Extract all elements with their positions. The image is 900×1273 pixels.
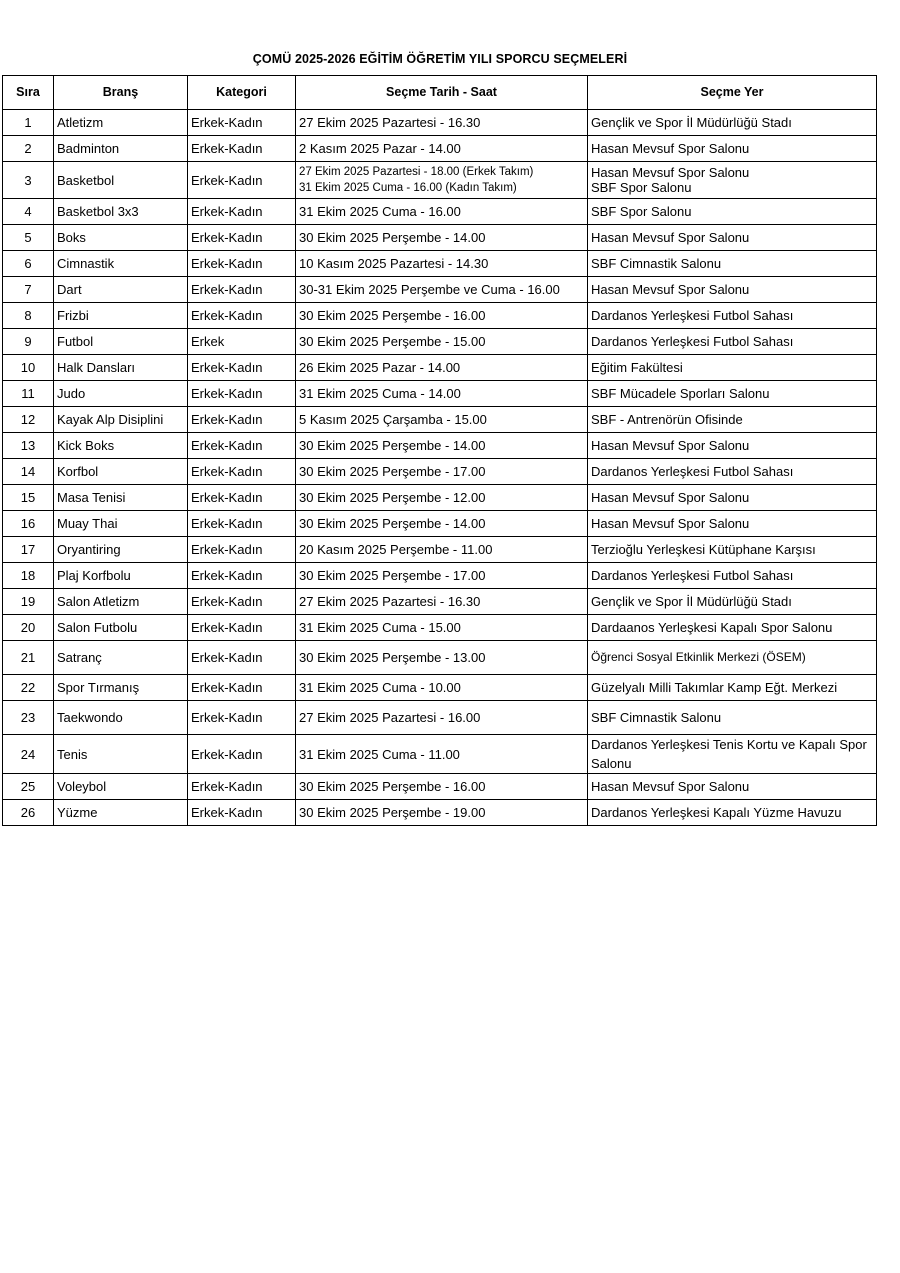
cell-brans: Taekwondo bbox=[54, 701, 188, 735]
cell-tarih: 2 Kasım 2025 Pazar - 14.00 bbox=[296, 136, 588, 162]
cell-yer: Dardanos Yerleşkesi Kapalı Yüzme Havuzu bbox=[588, 800, 877, 826]
table-body bbox=[3, 110, 877, 826]
header-sira: Sıra bbox=[3, 76, 54, 110]
cell-kategori: Erkek-Kadın bbox=[188, 800, 296, 826]
cell-sira: 4 bbox=[3, 199, 54, 225]
cell-tarih: 27 Ekim 2025 Pazartesi - 16.30 bbox=[296, 589, 588, 615]
cell-kategori: Erkek-Kadın bbox=[188, 641, 296, 675]
cell-yer: SBF Cimnastik Salonu bbox=[588, 701, 877, 735]
cell-tarih: 30 Ekim 2025 Perşembe - 12.00 bbox=[296, 485, 588, 511]
table-row bbox=[3, 615, 877, 641]
table-row bbox=[3, 563, 877, 589]
table-row bbox=[3, 774, 877, 800]
cell-sira: 1 bbox=[3, 110, 54, 136]
cell-yer: SBF Cimnastik Salonu bbox=[588, 251, 877, 277]
table-row bbox=[3, 136, 877, 162]
cell-yer: Terzioğlu Yerleşkesi Kütüphane Karşısı bbox=[588, 537, 877, 563]
cell-yer: Eğitim Fakültesi bbox=[588, 355, 877, 381]
cell-sira: 26 bbox=[3, 800, 54, 826]
cell-sira: 16 bbox=[3, 511, 54, 537]
cell-sira: 11 bbox=[3, 381, 54, 407]
cell-tarih: 31 Ekim 2025 Cuma - 16.00 bbox=[296, 199, 588, 225]
cell-yer: Güzelyalı Milli Takımlar Kamp Eğt. Merkezi bbox=[588, 675, 877, 701]
cell-sira: 20 bbox=[3, 615, 54, 641]
cell-sira: 21 bbox=[3, 641, 54, 675]
cell-kategori: Erkek-Kadın bbox=[188, 459, 296, 485]
cell-yer: Dardanos Yerleşkesi Futbol Sahası bbox=[588, 303, 877, 329]
cell-sira: 25 bbox=[3, 774, 54, 800]
cell-brans: Yüzme bbox=[54, 800, 188, 826]
cell-brans: Badminton bbox=[54, 136, 188, 162]
cell-sira: 5 bbox=[3, 225, 54, 251]
cell-yer: Hasan Mevsuf Spor Salonu bbox=[588, 511, 877, 537]
table-row bbox=[3, 800, 877, 826]
cell-tarih: 27 Ekim 2025 Pazartesi - 16.30 bbox=[296, 110, 588, 136]
table-row bbox=[3, 675, 877, 701]
cell-kategori: Erkek-Kadın bbox=[188, 433, 296, 459]
cell-tarih: 31 Ekim 2025 Cuma - 10.00 bbox=[296, 675, 588, 701]
table-row bbox=[3, 199, 877, 225]
cell-sira: 14 bbox=[3, 459, 54, 485]
cell-sira: 7 bbox=[3, 277, 54, 303]
cell-yer: Dardanos Yerleşkesi Futbol Sahası bbox=[588, 563, 877, 589]
cell-tarih: 30 Ekim 2025 Perşembe - 14.00 bbox=[296, 225, 588, 251]
cell-tarih: 30 Ekim 2025 Perşembe - 17.00 bbox=[296, 459, 588, 485]
cell-brans: Plaj Korfbolu bbox=[54, 563, 188, 589]
cell-kategori: Erkek-Kadın bbox=[188, 277, 296, 303]
cell-sira: 22 bbox=[3, 675, 54, 701]
table-row bbox=[3, 355, 877, 381]
cell-brans: Voleybol bbox=[54, 774, 188, 800]
cell-kategori: Erkek-Kadın bbox=[188, 615, 296, 641]
cell-kategori: Erkek-Kadın bbox=[188, 251, 296, 277]
cell-yer bbox=[588, 162, 877, 199]
cell-sira: 9 bbox=[3, 329, 54, 355]
cell-yer: Dardanos Yerleşkesi Tenis Kortu ve Kapalı Spor Salonu bbox=[588, 735, 877, 774]
cell-brans: Frizbi bbox=[54, 303, 188, 329]
table-row bbox=[3, 251, 877, 277]
cell-brans: Muay Thai bbox=[54, 511, 188, 537]
cell-kategori: Erkek-Kadın bbox=[188, 355, 296, 381]
cell-yer: Öğrenci Sosyal Etkinlik Merkezi (ÖSEM) bbox=[588, 641, 877, 675]
cell-kategori: Erkek-Kadın bbox=[188, 675, 296, 701]
cell-sira: 3 bbox=[3, 162, 54, 199]
cell-kategori: Erkek-Kadın bbox=[188, 735, 296, 774]
table-row bbox=[3, 225, 877, 251]
cell-tarih: 31 Ekim 2025 Cuma - 14.00 bbox=[296, 381, 588, 407]
cell-tarih: 30-31 Ekim 2025 Perşembe ve Cuma - 16.00 bbox=[296, 277, 588, 303]
cell-yer: Hasan Mevsuf Spor Salonu bbox=[588, 277, 877, 303]
cell-tarih: 30 Ekim 2025 Perşembe - 15.00 bbox=[296, 329, 588, 355]
cell-brans: Cimnastik bbox=[54, 251, 188, 277]
table-row bbox=[3, 381, 877, 407]
cell-brans: Basketbol 3x3 bbox=[54, 199, 188, 225]
cell-brans: Dart bbox=[54, 277, 188, 303]
cell-sira: 12 bbox=[3, 407, 54, 433]
cell-tarih: 20 Kasım 2025 Perşembe - 11.00 bbox=[296, 537, 588, 563]
cell-brans: Kayak Alp Disiplini bbox=[54, 407, 188, 433]
cell-yer: Dardanos Yerleşkesi Futbol Sahası bbox=[588, 329, 877, 355]
page-title: ÇOMÜ 2025-2026 EĞİTİM ÖĞRETİM YILI SPORCU SEÇMELERİ bbox=[252, 52, 628, 66]
cell-brans: Kick Boks bbox=[54, 433, 188, 459]
cell-kategori: Erkek-Kadın bbox=[188, 589, 296, 615]
cell-tarih: 5 Kasım 2025 Çarşamba - 15.00 bbox=[296, 407, 588, 433]
cell-tarih: 30 Ekim 2025 Perşembe - 14.00 bbox=[296, 433, 588, 459]
table-row bbox=[3, 433, 877, 459]
cell-brans: Boks bbox=[54, 225, 188, 251]
cell-brans: Oryantiring bbox=[54, 537, 188, 563]
cell-kategori: Erkek-Kadın bbox=[188, 511, 296, 537]
cell-sira: 6 bbox=[3, 251, 54, 277]
table-row bbox=[3, 589, 877, 615]
cell-yer: SBF Mücadele Sporları Salonu bbox=[588, 381, 877, 407]
cell-brans: Salon Atletizm bbox=[54, 589, 188, 615]
selection-schedule-table bbox=[2, 75, 877, 826]
cell-tarih: 30 Ekim 2025 Perşembe - 16.00 bbox=[296, 303, 588, 329]
table-row bbox=[3, 485, 877, 511]
table-row bbox=[3, 537, 877, 563]
cell-sira: 13 bbox=[3, 433, 54, 459]
cell-brans: Judo bbox=[54, 381, 188, 407]
cell-kategori: Erkek bbox=[188, 329, 296, 355]
table-row bbox=[3, 277, 877, 303]
header-tarih: Seçme Tarih - Saat bbox=[296, 76, 588, 110]
cell-brans: Salon Futbolu bbox=[54, 615, 188, 641]
cell-sira: 18 bbox=[3, 563, 54, 589]
table-row bbox=[3, 110, 877, 136]
cell-brans: Atletizm bbox=[54, 110, 188, 136]
cell-kategori: Erkek-Kadın bbox=[188, 537, 296, 563]
cell-yer-line: SBF Spor Salonu bbox=[591, 180, 692, 195]
cell-yer: Dardaanos Yerleşkesi Kapalı Spor Salonu bbox=[588, 615, 877, 641]
cell-tarih: 30 Ekim 2025 Perşembe - 16.00 bbox=[296, 774, 588, 800]
cell-tarih: 30 Ekim 2025 Perşembe - 17.00 bbox=[296, 563, 588, 589]
cell-sira: 8 bbox=[3, 303, 54, 329]
cell-kategori: Erkek-Kadın bbox=[188, 136, 296, 162]
cell-yer: SBF Spor Salonu bbox=[588, 199, 877, 225]
cell-kategori: Erkek-Kadın bbox=[188, 485, 296, 511]
cell-brans: Halk Dansları bbox=[54, 355, 188, 381]
cell-tarih: 31 Ekim 2025 Cuma - 15.00 bbox=[296, 615, 588, 641]
table-header-row bbox=[3, 76, 877, 110]
cell-kategori: Erkek-Kadın bbox=[188, 701, 296, 735]
cell-sira: 23 bbox=[3, 701, 54, 735]
cell-brans: Korfbol bbox=[54, 459, 188, 485]
table-row bbox=[3, 303, 877, 329]
header-kategori: Kategori bbox=[188, 76, 296, 110]
cell-tarih: 30 Ekim 2025 Perşembe - 19.00 bbox=[296, 800, 588, 826]
cell-yer: Hasan Mevsuf Spor Salonu bbox=[588, 136, 877, 162]
cell-sira: 17 bbox=[3, 537, 54, 563]
cell-brans: Tenis bbox=[54, 735, 188, 774]
cell-brans: Futbol bbox=[54, 329, 188, 355]
table-row bbox=[3, 735, 877, 774]
cell-kategori: Erkek-Kadın bbox=[188, 162, 296, 199]
table-row bbox=[3, 701, 877, 735]
cell-sira: 19 bbox=[3, 589, 54, 615]
cell-yer: Hasan Mevsuf Spor Salonu bbox=[588, 225, 877, 251]
cell-kategori: Erkek-Kadın bbox=[188, 381, 296, 407]
cell-yer: Hasan Mevsuf Spor Salonu bbox=[588, 485, 877, 511]
cell-yer: Hasan Mevsuf Spor Salonu bbox=[588, 433, 877, 459]
cell-tarih: 27 Ekim 2025 Pazartesi - 16.00 bbox=[296, 701, 588, 735]
cell-sira: 15 bbox=[3, 485, 54, 511]
cell-kategori: Erkek-Kadın bbox=[188, 199, 296, 225]
cell-kategori: Erkek-Kadın bbox=[188, 407, 296, 433]
cell-yer-line: Hasan Mevsuf Spor Salonu bbox=[591, 165, 750, 180]
cell-brans: Masa Tenisi bbox=[54, 485, 188, 511]
cell-yer: SBF - Antrenörün Ofisinde bbox=[588, 407, 877, 433]
table-row bbox=[3, 641, 877, 675]
cell-sira: 24 bbox=[3, 735, 54, 774]
cell-kategori: Erkek-Kadın bbox=[188, 774, 296, 800]
cell-tarih: 26 Ekim 2025 Pazar - 14.00 bbox=[296, 355, 588, 381]
cell-brans: Spor Tırmanış bbox=[54, 675, 188, 701]
cell-sira: 10 bbox=[3, 355, 54, 381]
cell-tarih-line: 31 Ekim 2025 Cuma - 16.00 (Kadın Takım) bbox=[299, 182, 517, 194]
header-brans: Branş bbox=[54, 76, 188, 110]
cell-kategori: Erkek-Kadın bbox=[188, 563, 296, 589]
cell-yer: Gençlik ve Spor İl Müdürlüğü Stadı bbox=[588, 589, 877, 615]
cell-sira: 2 bbox=[3, 136, 54, 162]
cell-tarih-line: 27 Ekim 2025 Pazartesi - 18.00 (Erkek Takım) bbox=[299, 166, 534, 178]
table-row bbox=[3, 459, 877, 485]
cell-kategori: Erkek-Kadın bbox=[188, 303, 296, 329]
table-row bbox=[3, 329, 877, 355]
table-row bbox=[3, 511, 877, 537]
cell-tarih: 31 Ekim 2025 Cuma - 11.00 bbox=[296, 735, 588, 774]
cell-yer: Gençlik ve Spor İl Müdürlüğü Stadı bbox=[588, 110, 877, 136]
cell-kategori: Erkek-Kadın bbox=[188, 225, 296, 251]
cell-tarih: 30 Ekim 2025 Perşembe - 14.00 bbox=[296, 511, 588, 537]
cell-yer: Hasan Mevsuf Spor Salonu bbox=[588, 774, 877, 800]
cell-tarih: 10 Kasım 2025 Pazartesi - 14.30 bbox=[296, 251, 588, 277]
cell-kategori: Erkek-Kadın bbox=[188, 110, 296, 136]
table-row bbox=[3, 407, 877, 433]
cell-tarih bbox=[296, 162, 588, 199]
cell-brans: Satranç bbox=[54, 641, 188, 675]
cell-brans: Basketbol bbox=[54, 162, 188, 199]
table-row bbox=[3, 162, 877, 199]
cell-tarih: 30 Ekim 2025 Perşembe - 13.00 bbox=[296, 641, 588, 675]
cell-yer: Dardanos Yerleşkesi Futbol Sahası bbox=[588, 459, 877, 485]
header-yer: Seçme Yer bbox=[588, 76, 877, 110]
